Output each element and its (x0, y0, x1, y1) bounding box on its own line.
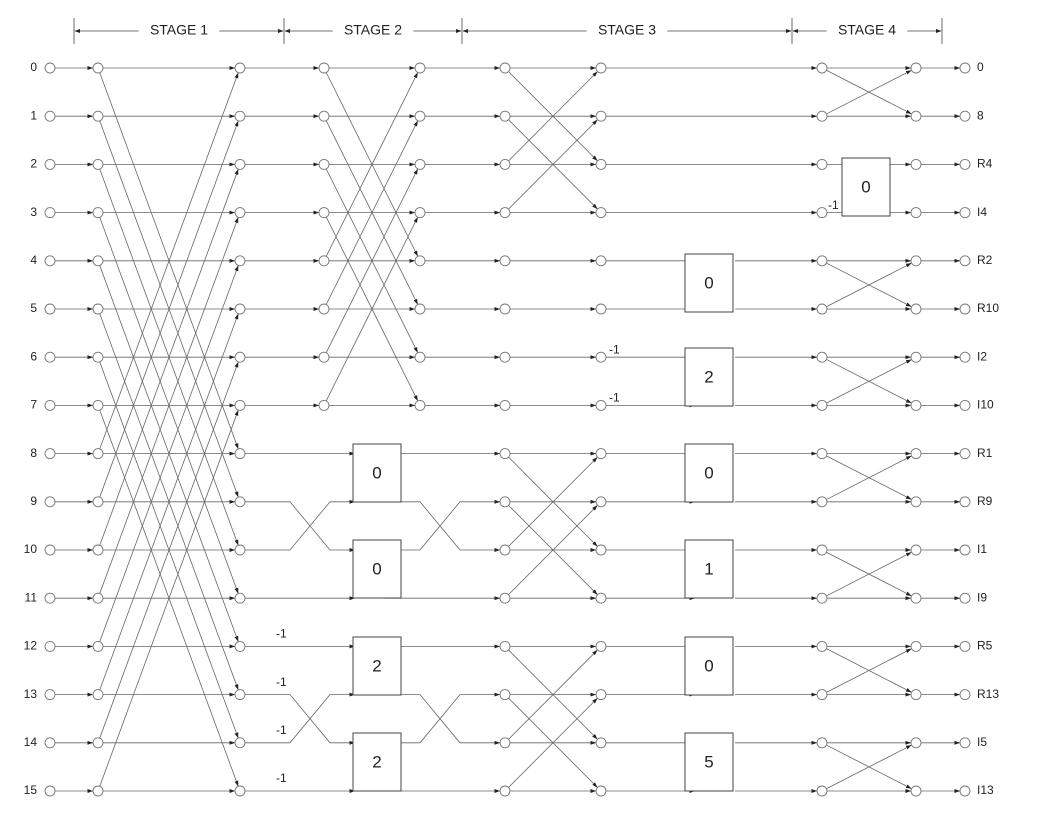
stage1-cross (98, 73, 238, 453)
flow-node (235, 593, 245, 603)
flow-node (415, 159, 425, 169)
stage2-box-in (240, 502, 355, 550)
stage4-cross (822, 360, 911, 406)
flow-node (911, 304, 921, 314)
flow-node (596, 304, 606, 314)
flow-node (911, 545, 921, 555)
flow-node (500, 208, 510, 218)
flow-node (235, 256, 245, 266)
flow-node (235, 738, 245, 748)
flow-node (235, 497, 245, 507)
flow-node (817, 497, 827, 507)
flow-node (596, 111, 606, 121)
stage2-twiddle-3: 2 (372, 752, 382, 772)
input-label: 9 (30, 493, 37, 508)
stage2-cross (324, 121, 418, 309)
output-label: I1 (977, 542, 988, 557)
stage4-cross (822, 646, 911, 692)
stage3-cross (505, 68, 597, 161)
stage4-cross (822, 743, 911, 789)
output-label: R13 (977, 686, 1000, 701)
stage3-cross (505, 502, 597, 595)
stage4-cross (822, 357, 911, 403)
flow-node (235, 63, 245, 73)
flow-node (319, 304, 329, 314)
flow-node (911, 111, 921, 121)
stage4-cross (822, 553, 911, 599)
output-label: 0 (977, 60, 984, 75)
stage2-cross (324, 213, 418, 401)
flow-node (93, 256, 103, 266)
input-node (45, 304, 55, 314)
flow-node (500, 304, 510, 314)
input-node (45, 497, 55, 507)
flow-node (93, 497, 103, 507)
stage1-cross (98, 170, 238, 550)
input-node (45, 593, 55, 603)
flow-node (817, 641, 827, 651)
input-node (45, 400, 55, 410)
flow-node (596, 159, 606, 169)
signal-wires (55, 68, 960, 791)
stage3-cross (505, 116, 597, 209)
stage2-box-in (240, 695, 355, 743)
input-node (45, 352, 55, 362)
input-node (45, 690, 55, 700)
flow-node (415, 208, 425, 218)
flow-node (500, 497, 510, 507)
flow-node (817, 786, 827, 796)
flow-node (500, 545, 510, 555)
flow-node (500, 111, 510, 121)
flow-node (596, 208, 606, 218)
flow-node (817, 738, 827, 748)
flow-node (817, 256, 827, 266)
flow-node (817, 400, 827, 410)
stage1-cross (98, 314, 238, 694)
input-node (45, 111, 55, 121)
stage1-cross (98, 164, 238, 544)
stage2-box-in (240, 502, 355, 550)
input-node (45, 641, 55, 651)
stage4-multiplier: -1 (828, 197, 839, 212)
stage3-cross (505, 650, 597, 743)
stage1-cross (98, 362, 238, 742)
stage1-cross (98, 357, 238, 737)
flow-node (596, 641, 606, 651)
flow-node (500, 159, 510, 169)
flow-node (415, 256, 425, 266)
stage2-cross (324, 116, 418, 304)
stage1-cross (98, 68, 238, 448)
flow-node (235, 786, 245, 796)
flow-node (817, 545, 827, 555)
input-label: 15 (23, 783, 37, 798)
stage-3-label: STAGE 3 (597, 21, 657, 38)
stage3-multiplier: -1 (609, 390, 620, 405)
flow-node (596, 497, 606, 507)
flow-node (319, 159, 329, 169)
output-label: R9 (977, 493, 993, 508)
stage2-box-out (385, 695, 500, 743)
flow-node (235, 159, 245, 169)
output-node (960, 111, 970, 121)
flow-node (596, 63, 606, 73)
stage3-cross (505, 698, 597, 791)
input-label: 11 (24, 590, 37, 605)
input-node (45, 738, 55, 748)
stage1-cross (98, 116, 238, 496)
input-label: 3 (30, 204, 37, 219)
stage2-cross (324, 218, 418, 406)
stage3-cross (505, 646, 597, 739)
output-label: I5 (977, 734, 988, 749)
stage3-cross (505, 457, 597, 550)
input-label: 13 (23, 686, 37, 701)
stage-2-label: STAGE 2 (343, 21, 403, 38)
stage4-cross (822, 454, 911, 500)
input-label: 8 (30, 445, 37, 460)
stage4-cross (822, 649, 911, 695)
flow-node (415, 400, 425, 410)
stage-1-label: STAGE 1 (149, 21, 209, 38)
flow-node (93, 641, 103, 651)
flow-node (596, 256, 606, 266)
stage4-twiddle-0: 0 (861, 177, 871, 197)
stage1-cross (98, 218, 238, 598)
flow-node (911, 159, 921, 169)
stage2-twiddle-1: 0 (372, 559, 382, 579)
flow-node (235, 304, 245, 314)
stage2-box-out (385, 502, 500, 550)
flow-node (500, 63, 510, 73)
flow-node (319, 63, 329, 73)
input-label: 7 (30, 397, 37, 412)
stage2-multiplier: -1 (276, 674, 287, 689)
flow-node (235, 208, 245, 218)
labels (24, 22, 1000, 797)
stage3-cross (505, 506, 597, 599)
stage4-cross (822, 261, 911, 307)
flow-node (596, 400, 606, 410)
stage2-cross (324, 169, 418, 357)
output-node (960, 690, 970, 700)
flow-node (500, 256, 510, 266)
stage3-cross (505, 454, 597, 547)
flow-node (93, 63, 103, 73)
flow-node (596, 352, 606, 362)
input-node (45, 159, 55, 169)
input-node (45, 786, 55, 796)
stage3-cross (505, 695, 597, 788)
stage3-twiddle-0: 0 (704, 273, 714, 293)
flow-node (93, 545, 103, 555)
stage1-cross (98, 309, 238, 689)
stage3-twiddle-5: 5 (704, 752, 714, 772)
stage1-cross (98, 213, 238, 593)
stage3-twiddle-2: 0 (704, 463, 714, 483)
flow-node (911, 593, 921, 603)
input-label: 2 (30, 156, 37, 171)
flow-node (235, 690, 245, 700)
flow-node (319, 400, 329, 410)
stage4-cross (822, 550, 911, 596)
input-label: 10 (23, 542, 37, 557)
flow-node (817, 304, 827, 314)
stage3-cross (505, 120, 597, 213)
input-label: 0 (30, 60, 37, 75)
input-node (45, 63, 55, 73)
stage2-cross (324, 68, 418, 256)
flow-node (911, 352, 921, 362)
stage3-twiddle-4: 0 (704, 656, 714, 676)
input-label: 14 (23, 734, 37, 749)
output-label: I9 (977, 590, 988, 605)
stage2-cross (324, 164, 418, 352)
flow-node (500, 449, 510, 459)
output-node (960, 208, 970, 218)
flow-node (817, 449, 827, 459)
flow-node (596, 545, 606, 555)
flow-node (93, 208, 103, 218)
flow-node (817, 208, 827, 218)
flow-node (596, 593, 606, 603)
flow-node (93, 159, 103, 169)
stage4-cross (822, 745, 911, 791)
flow-node (93, 304, 103, 314)
flow-node (817, 690, 827, 700)
output-label: R2 (977, 252, 993, 267)
flow-node (817, 593, 827, 603)
stage4-cross (822, 71, 911, 117)
stage2-multiplier: -1 (276, 722, 287, 737)
flow-node (817, 352, 827, 362)
output-label: I10 (977, 397, 994, 412)
flow-node (319, 256, 329, 266)
stage1-cross (98, 405, 238, 785)
stage2-cross (324, 73, 418, 261)
flow-node (817, 159, 827, 169)
input-node (45, 545, 55, 555)
stage2-box-in (240, 695, 355, 743)
input-label: 6 (30, 349, 37, 364)
flow-node (415, 111, 425, 121)
flow-node (93, 352, 103, 362)
flow-node (911, 400, 921, 410)
output-label: R4 (977, 156, 993, 171)
stage2-multiplier: -1 (276, 626, 287, 641)
flow-node (817, 111, 827, 121)
stage-4-label: STAGE 4 (837, 21, 897, 38)
stage4-cross (822, 263, 911, 309)
stage3-cross (505, 72, 597, 165)
flow-node (235, 641, 245, 651)
output-label: I4 (977, 204, 988, 219)
stage3-twiddle-1: 2 (704, 367, 714, 387)
output-node (960, 449, 970, 459)
output-node (960, 786, 970, 796)
flow-node (93, 449, 103, 459)
output-node (960, 352, 970, 362)
flow-node (415, 63, 425, 73)
output-node (960, 256, 970, 266)
stage3-twiddle-3: 1 (704, 559, 714, 579)
flow-node (911, 208, 921, 218)
flow-node (911, 738, 921, 748)
output-node (960, 641, 970, 651)
output-node (960, 63, 970, 73)
stage1-cross (98, 266, 238, 646)
flow-node (415, 304, 425, 314)
flow-node (319, 208, 329, 218)
input-label: 5 (30, 301, 37, 316)
flow-node (93, 593, 103, 603)
flow-node (235, 545, 245, 555)
stage4-cross (822, 68, 911, 114)
input-label: 4 (30, 252, 37, 267)
output-node (960, 400, 970, 410)
output-label: I13 (977, 783, 994, 798)
stage2-box-out (385, 502, 500, 550)
flow-node (911, 690, 921, 700)
flow-node (235, 449, 245, 459)
output-label: 8 (977, 108, 984, 123)
flow-node (500, 352, 510, 362)
output-node (960, 593, 970, 603)
stage2-twiddle-0: 0 (372, 463, 382, 483)
flow-node (93, 400, 103, 410)
flow-node (500, 738, 510, 748)
input-node (45, 449, 55, 459)
flow-node (235, 352, 245, 362)
stage2-twiddle-2: 2 (372, 656, 382, 676)
flow-node (415, 352, 425, 362)
flow-node (596, 738, 606, 748)
flow-node (500, 690, 510, 700)
stage1-cross (98, 121, 238, 501)
flow-node (93, 738, 103, 748)
stage4-cross (822, 456, 911, 502)
flow-node (911, 641, 921, 651)
stage2-multiplier: -1 (276, 771, 287, 786)
stage2-box-out (385, 695, 500, 743)
output-node (960, 738, 970, 748)
flow-node (596, 690, 606, 700)
stage1-cross (98, 261, 238, 641)
output-label: R10 (977, 301, 1000, 316)
output-label: R5 (977, 638, 993, 653)
flow-node (93, 690, 103, 700)
flow-node (911, 449, 921, 459)
flow-node (93, 111, 103, 121)
flow-node (93, 786, 103, 796)
input-label: 1 (30, 108, 37, 123)
flow-node (319, 352, 329, 362)
flow-node (500, 786, 510, 796)
stage1-cross (98, 411, 238, 791)
output-node (960, 545, 970, 555)
flow-node (911, 497, 921, 507)
output-label: I2 (977, 349, 988, 364)
twiddle-boxes (353, 158, 890, 791)
flow-nodes (45, 63, 970, 796)
output-node (960, 497, 970, 507)
flow-node (911, 63, 921, 73)
output-node (960, 304, 970, 314)
input-node (45, 208, 55, 218)
input-node (45, 256, 55, 266)
flow-node (817, 63, 827, 73)
flow-node (235, 111, 245, 121)
output-label: R1 (977, 445, 993, 460)
flow-node (500, 641, 510, 651)
stage3-multiplier: -1 (609, 342, 620, 357)
flow-node (235, 400, 245, 410)
flow-node (500, 400, 510, 410)
flow-node (911, 786, 921, 796)
flow-node (911, 256, 921, 266)
flow-node (319, 111, 329, 121)
output-node (960, 159, 970, 169)
flow-node (596, 449, 606, 459)
input-label: 12 (23, 638, 37, 653)
flow-node (500, 593, 510, 603)
flow-node (596, 786, 606, 796)
